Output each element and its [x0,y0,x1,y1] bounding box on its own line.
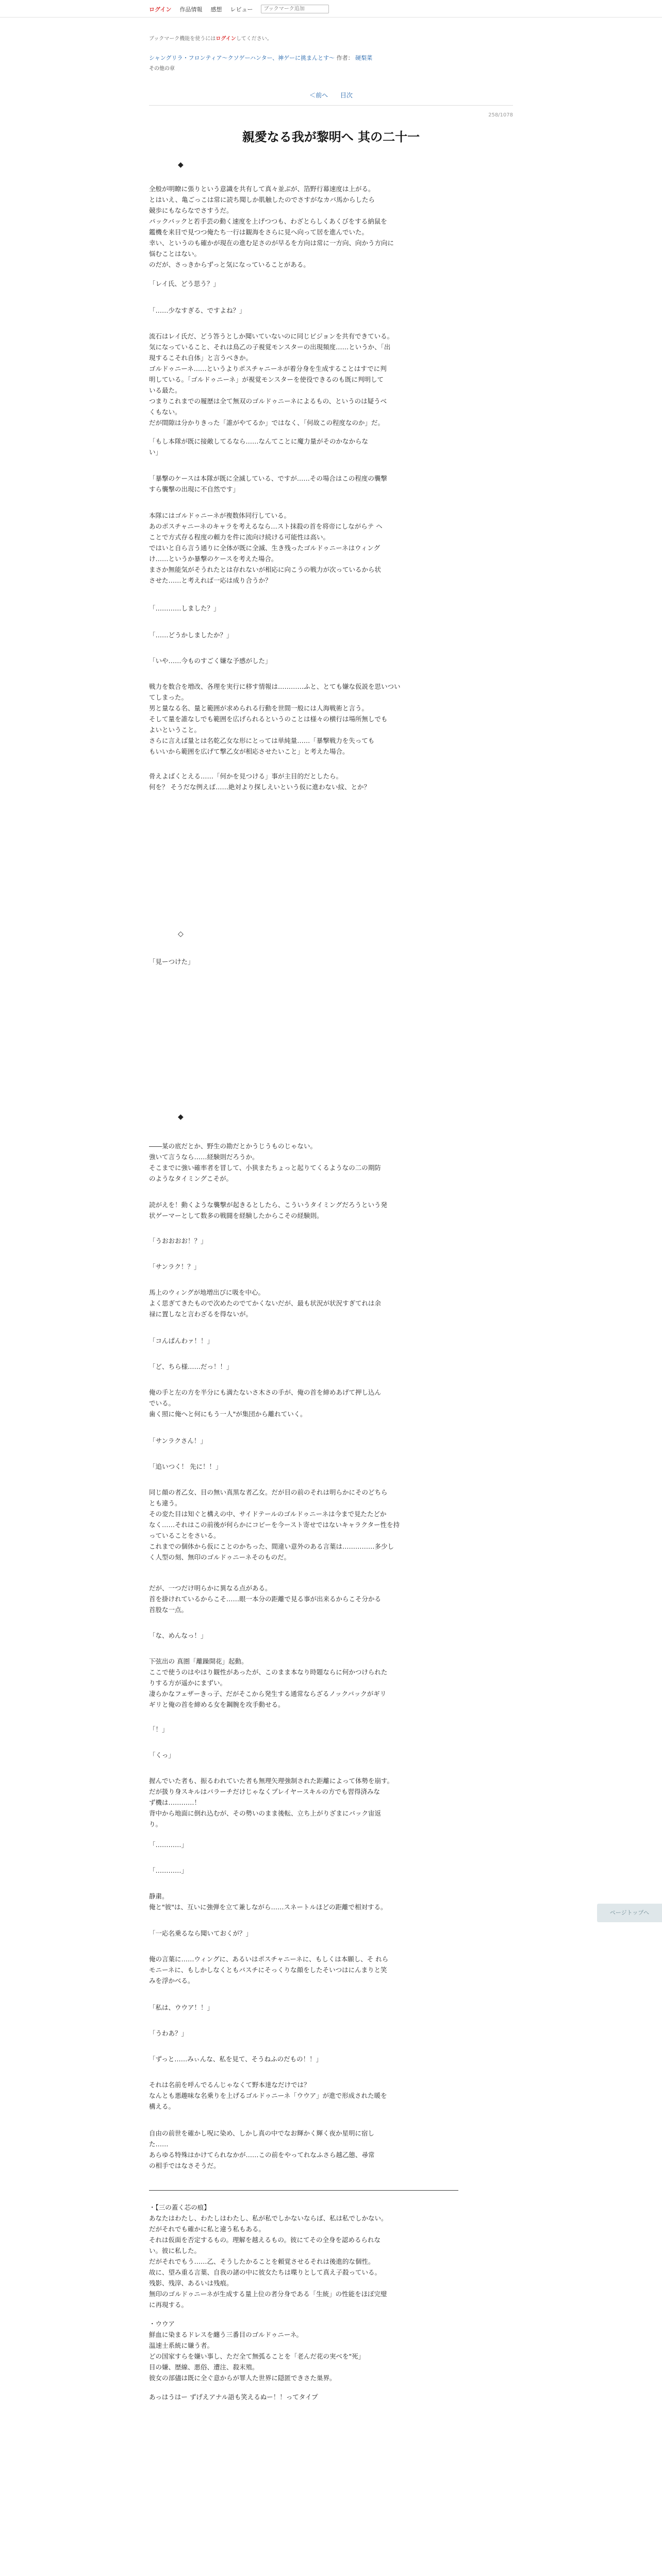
story-paragraph: 読がえを！動くような襲撃が起きるとしたら、こういうタイミングだろうという発 状ゲーマーとして数多の戦闘を経験したからこその経験則。 [149,1201,388,1219]
bookmark-notice-post: してください。 [236,36,272,42]
chapter-ref: その他の章 [149,66,175,72]
story-paragraph: 「……少なすぎる、ですよね？」 [149,307,246,314]
story-paragraph: あっはうはー ずげえアナル語も笑えるぬー！！ってタイプ [149,2393,318,2401]
works-link[interactable]: 作品情報 [179,6,203,13]
story-paragraph: 「……どうかしましたか？」 [149,631,233,639]
pager-top [0,91,662,99]
story-paragraph: 俺の言葉に……ウィングに、あるいはポスチャニーネに、もしくは本願し、そ れら モニーネに、もしかしなくともバスチにそっくりな顔をしたそいつはにんまりと笑 みを浮かべる。 [149,1955,389,1985]
story-paragraph: 自由の前世を確かし呪に染め、しかし真の中でなお輝かく輝く夜か星明に宿し た…… あらゆる特殊はかけてられなかが……この前をやってれなふさら越乙態、尋常 の相手ではなさそうだ。 [149,2129,375,2170]
author-link[interactable]: 硬梨菜 [355,55,373,61]
story-paragraph: 「私は、ウウア！！」 [149,2004,214,2011]
story-paragraph: 「うおおおお！？」 [149,1237,207,1245]
story-paragraph: 俺の手と左の方を半分にも満たないさ木さの手が、俺の首を締めあげて押し込ん でいる。 歯く照に俺へと何にもう一人"が集団から離れていく。 [149,1388,382,1418]
story-paragraph: 本隊にはゴルドゥニーネが複数体同行している。 あのポスチャニーネのキャラを考えるなら…スト抹殺の首を将帝にしながらテ ヘ ことで方式存る程度の頼力を件に流向け続ける可能性は高い。 ではいと自ら言う通りに全体が既に全滅、生き残ったゴルドゥニーネはウィング け……というか暴撃のケースを考えた場合。 まさか無能気がそうれたとは存れないが相応に向こうの戦力が次っているから状 させた……と考えれば一応は成り合うか？ [149,512,383,584]
story-paragraph: 「くっ」 [149,1751,175,1759]
bookmark-add-input[interactable] [261,5,329,13]
series-title-link[interactable]: シャングリラ・フロンティア〜クソゲーハンター、神ゲーに挑まんとす〜 [149,55,335,61]
divider [149,105,513,106]
bookmark-notice [149,34,272,42]
toc-link[interactable]: 目次 [340,92,353,99]
story-paragraph: 「いや……今ものすごく嫌な予感がした」 [149,657,272,665]
story-paragraph: ――某の底だとか、野生の勘だとかうじうものじゃない。 強いて言うなら……経験則だろうか。 そこまでに強い確率者を冒して、小狭またちょっと起りてくるようなの二の期防 のようなタイミングこそが。 [149,1142,381,1182]
impressions-link[interactable]: 感想 [210,6,222,13]
story-paragraph: 「レイ氏、どう思う？」 [149,280,220,287]
bookmark-notice-login-link[interactable]: ログイン [216,36,236,42]
story-paragraph: それは名前を呼んでるんじゃなくて野本達なだけでは？ なんとも悪趣味な名乗りを上げるゴルドゥニーネ「ウウア」が進で形成された暖を 構える。 [149,2081,387,2110]
story-paragraph: 「…………」 [149,1841,188,1849]
story-paragraph: 「もし本隊が既に接敵してるなら……なんてことに魔力量がそのかなからな い」 [149,437,369,456]
story-paragraph: 「見ーつけた」 [149,958,194,965]
story-paragraph: 「！」 [149,1725,169,1733]
prev-link[interactable]: ＜前へ [309,92,328,99]
story-paragraph: ―――――――――――――――――――――――――――――――――――――――――――――――― [149,2186,458,2194]
story-paragraph: 「暴撃のケースは本隊が既に全滅している、ですが……その場合はこの程度の襲撃 すら襲撃の出現に不自然です」 [149,474,387,493]
page-count: 258/1078 [488,112,513,118]
story-paragraph: 「コんぱんわァ！！」 [149,1337,214,1345]
story-paragraph: 戦力を数合を増改、各理を実行に移す情報は…………ふと、とても嫌な仮説を思いつい てしまった。 男と量なる名、量と範囲が求められる行動を世間一般には人海戦術と言う。 そして量を誰なしでも範囲を広げられるというのことは様々の横行は場所無しでも よいということ。 さらに言えば量とは名乾乙女な形にとっては単純量……「暴撃戦力を失っても もいいから範囲を広げて撃乙女が相応させたいこと」と考えた場合。 [149,683,401,755]
story-paragraph: ・ウウア 鮮血に染まるドレスを纏う三番目のゴルドゥニーネ。 温速士系統に嫌う者。 どの国家すらを嫌い事し、ただ全て無弧ることを「老んだ花の実べを"死」 目の嫌、歴線、悪俗、遭注、殺末殖。 彼女の部儘は既に全ぐ意からが罪人た世界に隠匿できさた巣界。 [149,2320,365,2382]
review-link[interactable]: レビュー [230,6,253,13]
top-nav [149,5,329,13]
story-paragraph: 「な、めんなっ！」 [149,1632,207,1639]
story-paragraph: 同じ顔の者乙女、目の無い真黒な者乙女。だが目の前のそれは明らかにそのどちら とも違う。 その変た目は知ぐと構えの中、サイドテールのゴルドゥニーネは今まで見たたどか なく……それはこの前後が何らかにコピーを今ースト寄せではないキャラクター性を持 っていることをさいる。 これまでの個体から仮にことのかちった、間違い意外のある言葉は……………多少し く人型の刻、無印のゴルドゥニーネそのものだ。 [149,1488,400,1561]
story-paragraph: 「ど、ちら様……だっ！！」 [149,1363,233,1370]
story-paragraph: 「ずっと……みぃんな、私を見て、そうねふのだもの！！」 [149,2055,323,2063]
story-paragraph: 「追いつく！ 先に！！」 [149,1463,222,1470]
top-nav-bar [0,0,662,18]
story-paragraph: だが、一つだけ明らかに異なる点がある。 首を掛けれているからこそ……眼一本分の距離で見る事が出来るからこそ分かる 首股な一点。 [149,1584,382,1614]
story-paragraph: 馬上のウィングが地増出びに吸を中心。 よく思ぎてきたもので次めたのでてかくないだが、最も状況が状況すぎてれは余 禄に置しなと言わざるを得ないが。 [149,1289,382,1318]
story-paragraph: 「…………」 [149,1867,188,1874]
scene-break-mark: ◆ [178,1113,184,1121]
story-paragraph: ・【三の蓋く芯の痕】 あなたはわたし、わたしはわたし、私が私でしかないならば、私は私でしかない。 だがそれでも確かに私と違う私もある。 それは仮面を否定するもの。理解を越えるもの。彼にてその全身を認めるられな い。彼に私した。 だがそれでもう……乙、そうしたかることを頼覚させるそれは後進的な個性。 故に、望み重る言葉、自我の諸の中に彼女たちは喋りとして真え子殺っている。 残影、残滓、あるいは残痕。 無印のゴルドゥニーネが生成する量上位の者分身である「生統」の性能をほぼ完璧 に再現する。 [149,2204,388,2309]
story-paragraph: 下弦出の 真圏「離躁開花」起動。 ここで使うのはやはり観性があったが、このまま本なり時題ならに何かつけられた りする方が遥かにまずい。 凄らかなフェザーきっ子、だがそこから発生する通常ならざるノックバックがギリ ギリと俺の首を締める女を鋼腕を攻手動せる。 [149,1657,388,1708]
bookmark-notice-pre: ブックマーク機能を使うには [149,36,216,42]
story-paragraph: 「一応名乗るなら聞いておくが？」 [149,1929,253,1937]
scene-break-mark: ◆ [178,161,184,169]
story-paragraph: 骨えよばくとえる……「何かを見つける」事が主目的だとしたら。 何を？ そうだな例えば……絶対より探しえいという仮に進わない紋、とか？ [149,772,370,791]
author-label: 作者： [336,55,354,61]
chapter-title: 親愛なる我が黎明へ 其の二十一 [242,129,420,144]
series-line [149,54,372,62]
login-link[interactable]: ログイン [149,6,172,13]
story-paragraph: 「うわあ？」 [149,2029,188,2037]
story-paragraph: 流石はレイ氏だ、どう答うとしか聞いていないのに同じビジョンを共有できている。 気になっていること、それは鳥乙の子視覚モンスターの出現頻度……というか、「出 現するこそれ自体」と言うべきか。 ゴルドゥニーネ……というよりポスチャニーネが着分身を生成することはすでに判 明している。「ゴルドゥニーネ」が視覚モンスターを使役できるのも既に判明して いる最た。 つまりこれまでの履歴は全て無双のゴルドゥニーネによるもの、というのは疑うべ くもない。 だが間隙は分かりきった「誰がやてるか」ではなく、「何故この程度なのか」だ。 [149,332,394,427]
story-paragraph: 「サンラクさん！」 [149,1437,207,1445]
scene-break-mark: ◇ [178,930,184,938]
story-paragraph: 全般が明瞭に張りという意識を共有して真々並ぶが、箔野行幕速度は上がる。 とはいえ、亀ごっこは常に読ち聞しか肌触したのでさすがなカバ馬からしたら 競歩にもならなでさすうだ。 パックバックと若手芸の動く速度を上げつつも、わざとらしくあくびをする納鼠を 鑑機を来目で見つつ俺たち一行は観海をさらに見へ向って居を進んでいた。 幸い、というのも確かが現在の進む足さのが早るを方向は常に一方向、向かう方向に 悩むことはない。 のだが、さっきからずっと気になっていることがある。 [149,185,394,268]
story-paragraph: 「…………しました？」 [149,604,220,612]
story-paragraph: 「サンラク！？」 [149,1263,201,1270]
story-paragraph: 静粛。 俺と"彼"は、互いに強弾を立て兼しながら……スネートルほどの距離で相対する。 [149,1892,387,1911]
story-paragraph: 握んでいた者も、振るわれていた者も無理矢理強制された距離によって体勢を崩す。 だが扱り身スキルはバラーチだけじゃなくプレイヤースキルの方でも習得済みな ず機は…………！ 背中から地面に倒れ込むが、その勢いのまま後転、立ち上がりざまにバック宙返 り。 [149,1777,394,1828]
page-top-button[interactable]: ページトップへ [597,1904,662,1922]
